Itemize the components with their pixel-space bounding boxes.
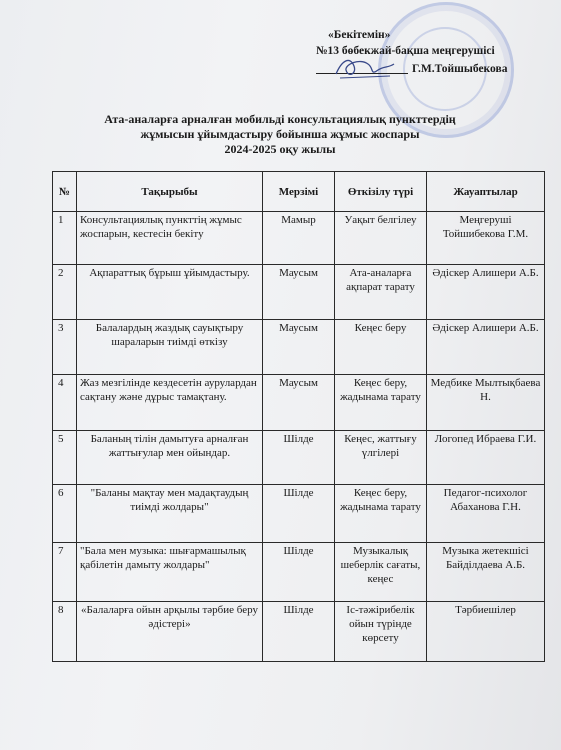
row-responsible: Логопед Ибраева Г.И. — [427, 431, 545, 485]
row-topic: Жаз мезгілінде кездесетін аурулардан сақтану және дұрыс тамақтану. — [77, 375, 263, 431]
row-form: Ата-аналарға ақпарат тарату — [335, 265, 427, 320]
table-row — [53, 431, 545, 485]
row-responsible: Музыка жетекшісі Байділдаева А.Б. — [427, 543, 545, 602]
row-form: Кеңес беру, жадынама тарату — [335, 485, 427, 543]
row-responsible: Педагог-психолог Абаханова Г.Н. — [427, 485, 545, 543]
row-number: 4 — [53, 375, 77, 431]
row-term: Мамыр — [263, 212, 335, 265]
row-number: 3 — [53, 320, 77, 375]
row-responsible: Әдіскер Алишери А.Б. — [427, 265, 545, 320]
page-title — [60, 112, 500, 157]
work-plan-table — [52, 171, 545, 662]
row-form: Іс-тәжірибелік ойын түрінде көрсету — [335, 602, 427, 662]
row-topic: Баланың тілін дамытуға арналған жаттығулар мен ойындар. — [77, 431, 263, 485]
row-responsible: Медбике Мылтықбаева Н. — [427, 375, 545, 431]
row-number: 1 — [53, 212, 77, 265]
row-topic: "Бала мен музыка: шығармашылық қабілетін дамыту жолдары" — [77, 543, 263, 602]
row-term: Маусым — [263, 320, 335, 375]
row-term: Шілде — [263, 485, 335, 543]
row-term: Шілде — [263, 431, 335, 485]
row-form: Уақыт белгілеу — [335, 212, 427, 265]
handwritten-signature — [330, 52, 400, 82]
row-topic: Балалардың жаздық сауықтыру шараларын тиімді өткізу — [77, 320, 263, 375]
table-header-row — [53, 172, 545, 212]
row-number: 5 — [53, 431, 77, 485]
row-topic: «Балаларға ойын арқылы тәрбие беру әдістері» — [77, 602, 263, 662]
table-row — [53, 602, 545, 662]
table-row — [53, 375, 545, 431]
row-number: 8 — [53, 602, 77, 662]
column-header-responsible: Жауаптылар — [427, 172, 545, 212]
row-topic: "Баланы мақтау мен мадақтаудың тиімді жолдары" — [77, 485, 263, 543]
row-term: Маусым — [263, 375, 335, 431]
title-line-1: Ата-аналарға арналған мобильді консультациялық пункттердің — [104, 112, 456, 126]
column-header-form: Өткізілу түрі — [335, 172, 427, 212]
column-header-term: Мерзімі — [263, 172, 335, 212]
row-term: Шілде — [263, 543, 335, 602]
table-row — [53, 485, 545, 543]
table-row — [53, 543, 545, 602]
approval-position: №13 бөбекжай-бақша меңгерушісі — [316, 45, 495, 57]
title-line-3: 2024-2025 оқу жылы — [224, 142, 336, 156]
row-term: Маусым — [263, 265, 335, 320]
row-responsible: Әдіскер Алишери А.Б. — [427, 320, 545, 375]
row-form: Кеңес, жаттығу үлгілері — [335, 431, 427, 485]
table-row — [53, 265, 545, 320]
row-form: Музыкалық шеберлік сағаты, кеңес — [335, 543, 427, 602]
approval-heading: «Бекітемін» — [328, 29, 391, 41]
table-row — [53, 212, 545, 265]
row-number: 6 — [53, 485, 77, 543]
title-line-2: жұмысын ұйымдастыру бойынша жұмыс жоспары — [140, 127, 420, 141]
row-number: 2 — [53, 265, 77, 320]
table-row — [53, 320, 545, 375]
row-form: Кеңес беру, жадынама тарату — [335, 375, 427, 431]
row-topic: Ақпараттық бұрыш ұйымдастыру. — [77, 265, 263, 320]
row-term: Шілде — [263, 602, 335, 662]
column-header-topic: Тақырыбы — [77, 172, 263, 212]
column-header-number: № — [53, 172, 77, 212]
row-form: Кеңес беру — [335, 320, 427, 375]
row-responsible: Тәрбиешілер — [427, 602, 545, 662]
row-number: 7 — [53, 543, 77, 602]
approver-name: Г.М.Тойшыбекова — [412, 63, 508, 75]
row-topic: Консультациялық пункттің жұмыс жоспарын, кестесін бекіту — [77, 212, 263, 265]
row-responsible: Меңгеруші Тойшибекова Г.М. — [427, 212, 545, 265]
